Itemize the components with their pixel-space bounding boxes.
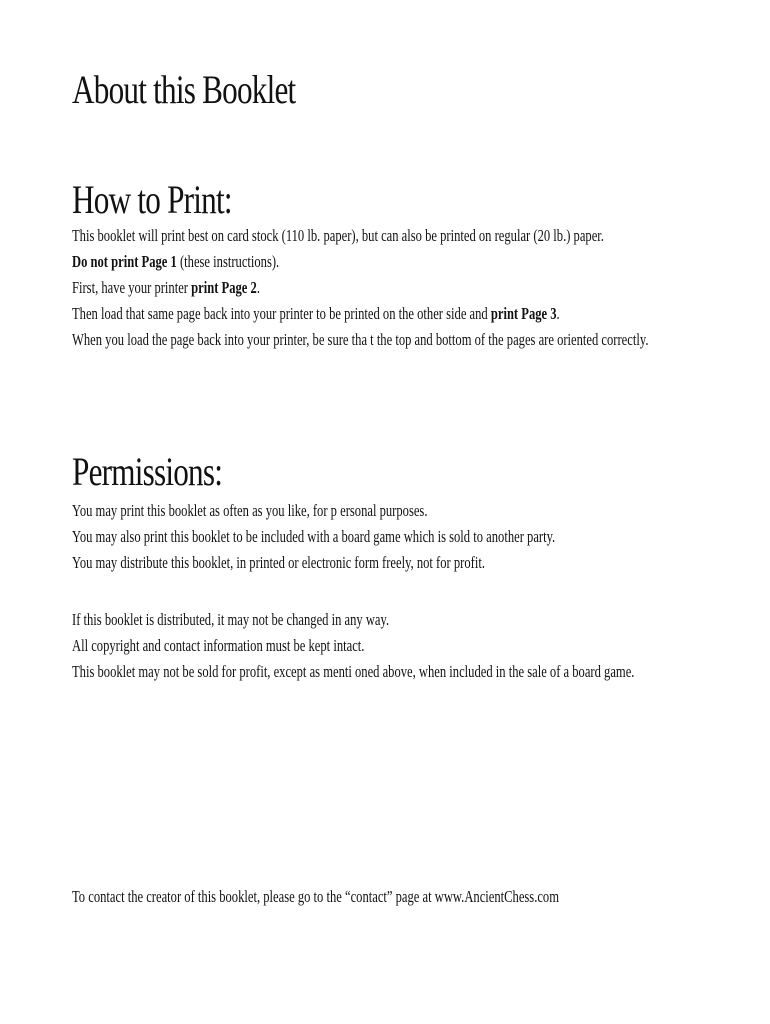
page-2-bold: print Page 2 [191, 278, 257, 297]
page-3-bold: print Page 3 [490, 304, 557, 323]
restriction-line: All copyright and contact information must be kept intact. [72, 636, 365, 655]
permissions-heading: Permissions: [72, 449, 223, 494]
skip-page-1-bold: Do not print Page 1 [72, 252, 177, 271]
print-line-orientation [72, 327, 648, 353]
contact-info: To contact the creator of this booklet, please go to the “contact” page at www.AncientChess.com [72, 887, 560, 906]
print-line-page-2 [72, 275, 648, 301]
permission-line: You may print this booklet as often as you like, for p ersonal purposes. [72, 501, 428, 520]
permission-line: You may distribute this booklet, in printed or electronic form freely, not for profit. [72, 553, 485, 572]
print-line-orientation-text: When you load the page back into your printer, be sure tha t the top and bottom of the pages are oriented correctly. [72, 330, 649, 349]
page-2-post: . [256, 278, 260, 297]
page-2-pre: First, have your printer [72, 278, 192, 297]
print-line-skip-page-1 [72, 249, 648, 275]
how-to-print-instructions [72, 223, 770, 353]
page-title: About this Booklet [72, 67, 296, 112]
permissions-allowed-list [72, 498, 725, 576]
print-line-page-3 [72, 301, 648, 327]
restriction-line: This booklet may not be sold for profit, except as menti oned above, when included in the sale of a board game. [72, 662, 635, 681]
restriction-line: If this booklet is distributed, it may not be changed in any way. [72, 610, 390, 629]
permission-line: You may also print this booklet to be included with a board game which is sold to another party. [72, 527, 556, 546]
permissions-restrictions-list [72, 607, 770, 685]
how-to-print-heading: How to Print: [72, 177, 232, 222]
page-3-post: . [556, 304, 560, 323]
skip-page-1-rest: (these instructions). [176, 252, 280, 271]
page-3-pre: Then load that same page back into your printer to be printed on the other side and [72, 304, 491, 323]
print-line-card-stock [72, 223, 648, 249]
print-line-card-stock-text: This booklet will print best on card stock (110 lb. paper), but can also be printed on regular (20 lb.) paper. [72, 226, 604, 245]
